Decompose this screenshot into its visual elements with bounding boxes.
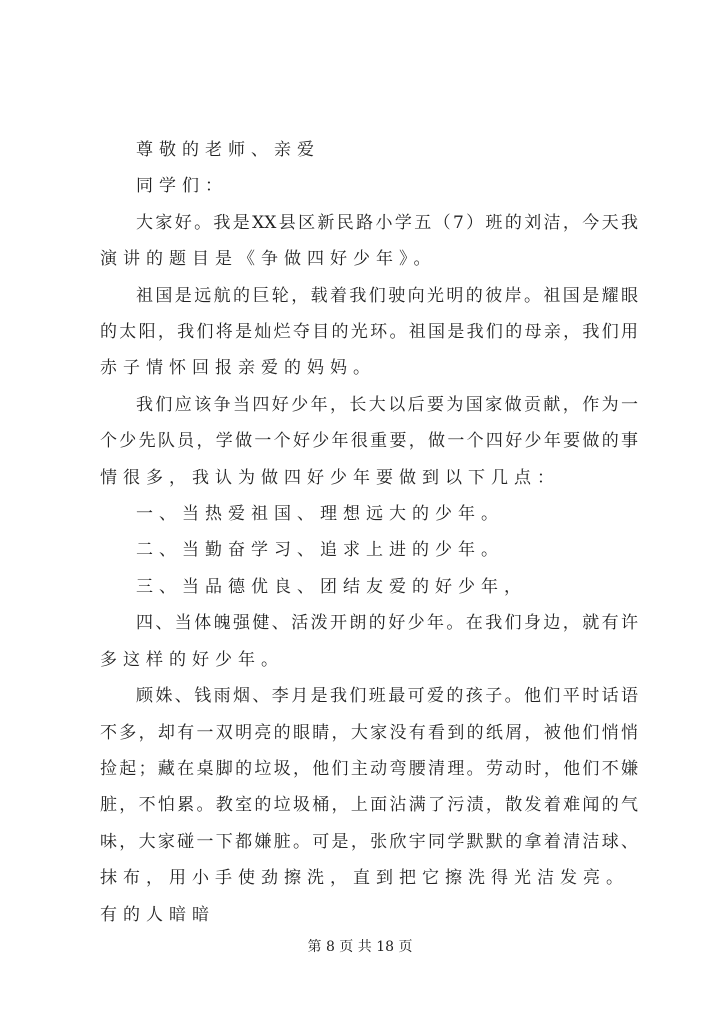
text-line: 一、当热爱祖国、理想远大的少年。 bbox=[136, 504, 504, 525]
text-line: 四、当体魄强健、活泼开朗的好少年。在我们身边，就有许 bbox=[136, 613, 638, 634]
text-line: 的太阳，我们将是灿烂夺目的光环。祖国是我们的母亲，我们用 bbox=[100, 322, 638, 343]
text-line: 三、当品德优良、团结友爱的好少年， bbox=[136, 576, 527, 597]
paragraph bbox=[100, 569, 638, 605]
text-line: 同学们： bbox=[136, 176, 228, 197]
paragraph bbox=[100, 132, 638, 168]
paragraph bbox=[100, 532, 638, 568]
paragraph bbox=[100, 278, 638, 387]
text-line: 祖国是远航的巨轮，载着我们驶向光明的彼岸。祖国是耀眼 bbox=[136, 285, 638, 306]
text-line: 赤子情怀回报亲爱的妈妈。 bbox=[100, 358, 376, 379]
paragraph bbox=[100, 168, 638, 204]
text-line: 抹布，用小手使劲擦洗，直到把它擦洗得光洁发亮。有的人暗暗 bbox=[100, 868, 629, 925]
text-line: 情很多，我认为做四好少年要做到以下几点： bbox=[100, 467, 560, 488]
text-line: 不多，却有一双明亮的眼睛，大家没有看到的纸屑，被他们悄悄 bbox=[100, 722, 638, 743]
text-line: 大家好。我是XX县区新民路小学五（7）班的刘洁，今天我 bbox=[136, 212, 638, 233]
document-body bbox=[100, 132, 638, 933]
text-line: 演讲的题目是《争做四好少年》。 bbox=[100, 249, 437, 270]
text-line: 二、当勤奋学习、追求上进的少年。 bbox=[136, 540, 504, 561]
paragraph bbox=[100, 387, 638, 496]
paragraph bbox=[100, 496, 638, 532]
text-line: 我们应该争当四好少年，长大以后要为国家做贡献，作为一 bbox=[136, 394, 638, 415]
text-line: 个少先队员，学做一个好少年很重要，做一个四好少年要做的事 bbox=[100, 431, 638, 452]
text-line: 顾姝、钱雨烟、李月是我们班最可爱的孩子。他们平时话语 bbox=[136, 686, 638, 707]
paragraph bbox=[100, 605, 638, 678]
text-line: 味，大家碰一下都嫌脏。可是，张欣宇同学默默的拿着清洁球、 bbox=[100, 831, 638, 852]
page-number-footer: 第 8 页 共 18 页 bbox=[307, 939, 413, 955]
text-line: 尊敬的老师、亲爱 bbox=[136, 140, 320, 160]
text-line: 脏，不怕累。教室的垃圾桶，上面沾满了污渍，散发着难闻的气 bbox=[100, 795, 638, 816]
text-line: 多这样的好少年。 bbox=[100, 649, 284, 670]
paragraph bbox=[100, 205, 638, 278]
paragraph bbox=[100, 678, 638, 933]
text-line: 捡起；藏在桌脚的垃圾，他们主动弯腰清理。劳动时，他们不嫌 bbox=[100, 758, 638, 779]
